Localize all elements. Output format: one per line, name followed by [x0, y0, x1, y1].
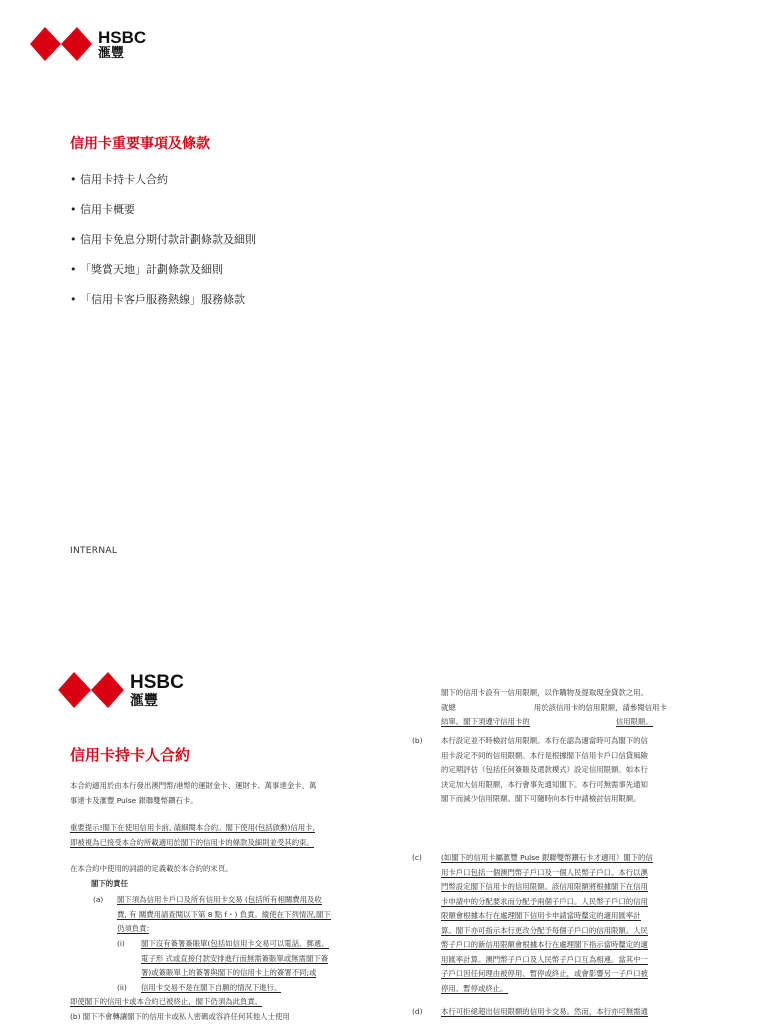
text-line: 幣子戶口的新信用限額會根據本行在處理閣下指示當時釐定的適 [441, 940, 648, 949]
clause-marker: (a) [93, 895, 104, 904]
text-line: 用卡戶口包括一個澳門幣子戶口及一個人民幣子戶口。本行以澳 [441, 867, 648, 877]
definitions-note: 在本合約中使用的詞語的定義載於本合約的末頁。 [70, 864, 233, 873]
text-line: 停用、暫停或終止。 [441, 983, 508, 993]
intro-paragraph [70, 779, 380, 808]
list-item: • 「獎賞天地」計劃條款及細則 [70, 263, 223, 276]
hsbc-logo [58, 672, 184, 708]
clause-marker: (b) [412, 736, 423, 745]
text-line: 限額會根據本行在處理閣下信用卡申請當時釐定的適用匯率計 [441, 911, 641, 920]
list-item: • 信用卡持卡人合約 [70, 173, 168, 186]
section-heading: 閣下的責任 [91, 879, 128, 888]
list-item: • 信用卡概要 [70, 203, 135, 216]
hsbc-logo [30, 27, 146, 61]
text-line: (b) 閣下不會轉讓閣下的信用卡或私人密碼或容許任何其他人士使用 [70, 1011, 290, 1021]
brand-name-en: HSBC [130, 671, 184, 693]
text-line: 算。閣下亦可指示本行更改分配予每個子戶口的信用限額。人民 [441, 925, 648, 935]
list-item: • 信用卡免息分期付款計劃條款及細則 [70, 233, 256, 246]
clause-a-footer [70, 995, 380, 1024]
clause-marker: (d) [412, 1007, 423, 1016]
text-line: 本合約適用於由本行發出澳門幣/港幣的運財金卡、運財卡、萬事達金卡、萬 [70, 781, 317, 790]
clause-c [412, 851, 712, 996]
text-line: 費, 有 關費用請查閱以下第 8 點 f・) 負責。縱使在下列情況,閣下 [117, 909, 331, 919]
clause-marker: (c) [412, 853, 422, 862]
important-notice [70, 821, 380, 850]
list-item: • 「信用卡客戶服務熱線」服務條款 [70, 293, 245, 306]
clause-a-i [117, 937, 387, 995]
text-line: 用匯率計算。澳門幣子戶口及人民幣子戶口互為相連。當其中一 [441, 954, 648, 964]
text-line: 電子形 式或直接付款安排進行而無需簽賬單或無需閣下簽 [141, 953, 329, 963]
hsbc-hexagon-icon [58, 672, 124, 708]
text-line: 事達卡及滙豐 Pulse 銀聯雙幣鑽石卡。 [70, 795, 198, 805]
page-title: 信用卡重要事項及條款 [70, 136, 210, 152]
text-line: 門幣設定閣下信用卡的信用限額。該信用限額將根據閣下在信用 [441, 882, 648, 891]
section-title: 信用卡持卡人合約 [70, 746, 191, 764]
text-line: 閣下而減少信用限額。閣下可隨時向本行申請檢討信用限額。 [441, 794, 641, 803]
text-line: 閣下的信用卡設有一信用限額，以作購物及提取現金貸款之用。 [441, 688, 648, 697]
text-line: 用卡設定不同的信用限額。本行是根據閣下信用卡戶口信貸風險 [441, 750, 648, 760]
text-line: 卡申請中的分配要求而分配予兩個子戶口。人民幣子戶口的信用 [441, 896, 648, 906]
text-line: 的定期評估（包括任何簽賬及還款模式）設定信用限額。如本行 [441, 765, 648, 774]
text-line: 閣下沒有簽署簽賬單(包括如信用卡交易可以電話、郵遞、 [141, 939, 329, 948]
text-line: 決定加大信用限額，本行會事先通知閣下。本行可無需事先通知 [441, 779, 648, 789]
text-line: 本行可拒絕超出信用限額的信用卡交易。然而，本行亦可無需通 [441, 1007, 648, 1016]
text-line: 子戶口因任何理由被停用、暫停或終止，或會影響另一子戶口被 [441, 969, 648, 978]
clause-b [412, 734, 712, 807]
clause-a [93, 893, 383, 937]
text-line: 署)或簽賬單上的簽署與閣下的信用卡上的簽署不同;或 [141, 968, 317, 977]
hsbc-hexagon-icon [30, 27, 92, 61]
clause-d [412, 1005, 712, 1024]
text-line: 就總 [441, 702, 456, 712]
brand-name-zh: 滙豐 [98, 45, 125, 61]
text-line: 即使閣下的信用卡或本合約已被終止，閣下仍須為此負責。 [70, 997, 263, 1006]
text-line: 信用限額。 [615, 717, 653, 726]
text-line: 閣下須為信用卡戶口及所有信用卡交易 (包括所有相關費用及收 [117, 895, 322, 904]
clause-marker: (i) [117, 939, 125, 948]
brand-name-en: HSBC [98, 27, 147, 47]
text-line: 即被視為已接受本合約所載適用於閣下的信用卡的條款及細則並受其約束。 [70, 837, 314, 847]
text-line: 重要提示!閣下在使用信用卡前, 請細閱本合約。閣下使用(包括啟動)信用卡, [70, 823, 315, 832]
credit-limit-paragraph [441, 686, 711, 730]
classification-label: INTERNAL [70, 546, 118, 556]
text-line: 仍須負責: [117, 924, 150, 933]
text-line: 用於該信用卡的信用限額，請參閱信用卡 [533, 702, 667, 712]
text-line: 本行設定並不時檢討信用限額。本行在認為適當時可為閣下的信 [441, 736, 648, 745]
clause-marker: (ii) [117, 982, 127, 992]
brand-name-zh: 滙豐 [130, 692, 158, 709]
contents-list [70, 173, 256, 323]
text-line: 信用卡交易不是在閣下自願的情況下進行。 [141, 982, 282, 992]
text-line: 結單。閣下須遵守信用卡的 [441, 717, 530, 726]
text-line: (如閣下的信用卡屬滙豐 Pulse 銀聯雙幣鑽石卡才適用）閣下的信 [441, 853, 653, 862]
